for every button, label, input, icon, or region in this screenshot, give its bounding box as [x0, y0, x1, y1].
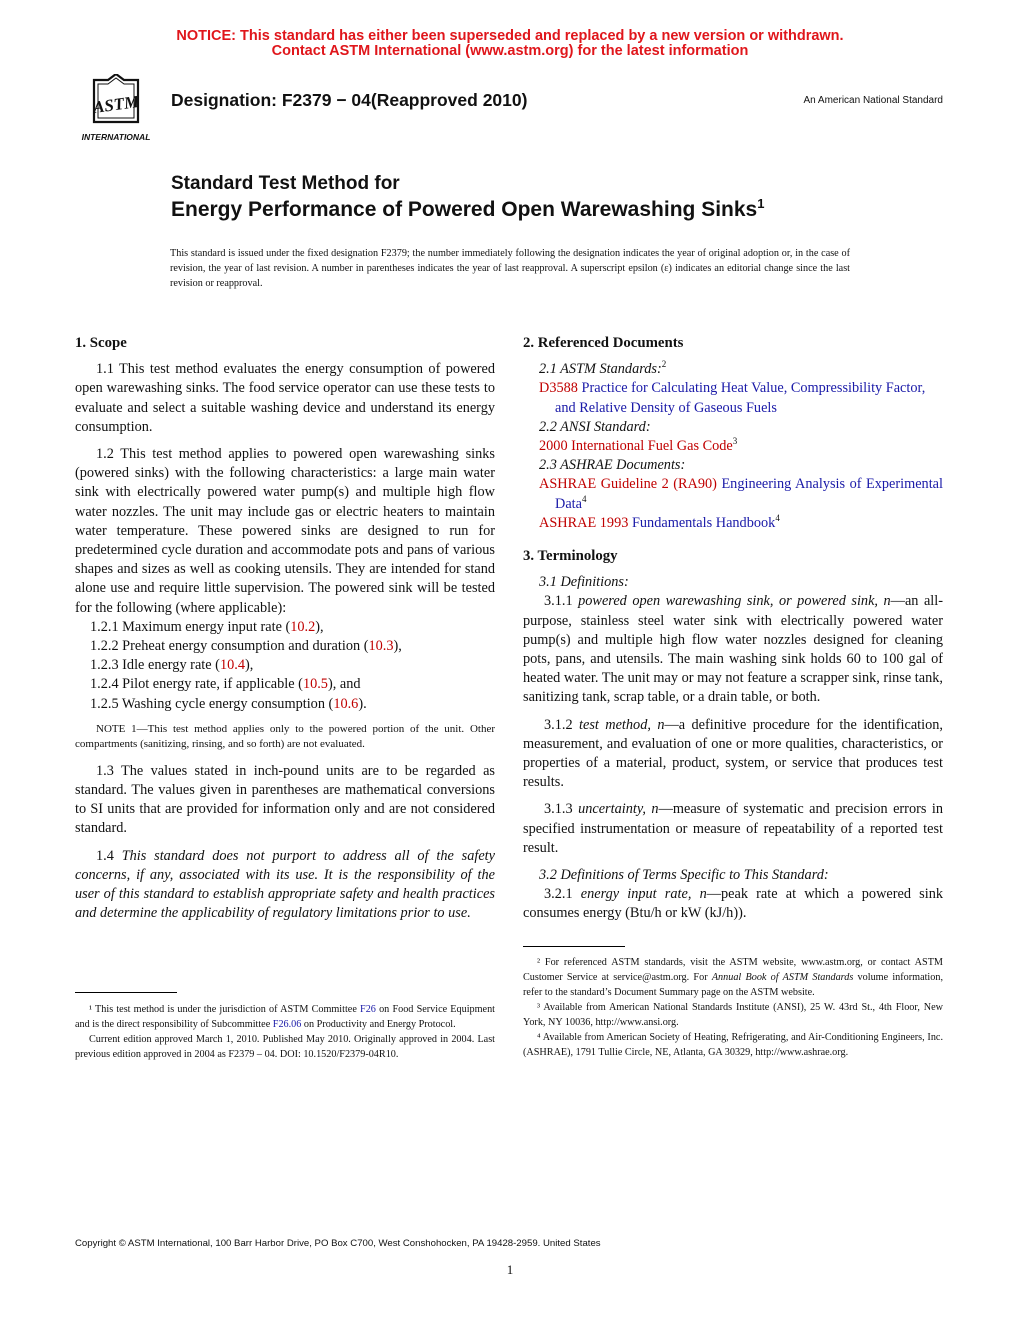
scope-item: 1.2.4 Pilot energy rate, if applicable (10.5), and — [90, 676, 361, 693]
definition-3-1-2: 3.1.2 test method, n—a definitive procedure for the identification, measurement, and evaluation of one or more qualities, characteristics, or properties of a material, product, system, or service that produces test results. — [523, 716, 943, 791]
footnote-1: ¹ This test method is under the jurisdiction of ASTM Committee F26 on Food Service Equipment and is the direct responsibility of Subcommittee F26.06 on Productivity and Energy Protocol. — [75, 1004, 496, 1030]
referenced-heading: 2. Referenced Documents — [523, 335, 684, 351]
scope-item: 1.2.2 Preheat energy consumption and duration (10.3), — [90, 638, 402, 655]
definition-3-2-1: 3.2.1 energy input rate, n—peak rate at which a powered sink consumes energy (Btu/h or kW (kJ/h)). — [523, 886, 943, 922]
footnotes-left — [75, 1002, 495, 1062]
definitions-label: 3.1 Definitions: — [539, 574, 629, 591]
ref-ansi: 2000 International Fuel Gas Code$^3$ — [539, 436, 738, 455]
section-link[interactable]: 10.5 — [302, 676, 328, 693]
designation: Designation: F2379 − 04(Reapproved 2010) — [171, 90, 528, 110]
scope-item: 1.2.3 Idle energy rate (10.4), — [90, 657, 254, 674]
ref-ashrae-handbook: ASHRAE 1993 Fundamentals Handbook$^4$ — [539, 513, 780, 531]
definition-3-1-3: 3.1.3 uncertainty, n—measure of systematic and precision errors in specified instrumentation or measure of repeatability of a reported test result. — [523, 801, 943, 856]
specific-definitions-label: 3.2 Definitions of Terms Specific to This Standard: — [539, 867, 829, 884]
section-link[interactable]: 10.2 — [290, 618, 316, 635]
title-text: Energy Performance of Powered Open Warewashing Sinks — [171, 198, 758, 221]
terminology-heading: 3. Terminology — [523, 548, 618, 565]
astm-logo-icon — [68, 74, 164, 146]
copyright: Copyright © ASTM International, 100 Barr Harbor Drive, PO Box C700, West Conshohocken, PA 19428-2959. United States — [75, 1238, 601, 1249]
astm-logo — [68, 74, 164, 146]
scope-item: 1.2.1 Maximum energy input rate (10.2), — [90, 618, 324, 635]
ashrae-guideline-title-link[interactable]: Engineering Analysis of Experimental Data — [555, 476, 943, 512]
logo-text: ASTM — [91, 91, 141, 118]
d3588-link[interactable]: D3588 — [539, 380, 578, 397]
ansi-link[interactable]: 2000 International Fuel Gas Code — [539, 438, 733, 455]
scope-heading: 1. Scope — [75, 335, 127, 351]
notice-line-1: NOTICE: This standard has either been superseded and replaced by a new version or withdrawn. — [176, 28, 844, 44]
scope-item: 1.2.5 Washing cycle energy consumption (10.6). — [90, 695, 367, 712]
section-link[interactable]: 10.4 — [219, 657, 245, 674]
section-link[interactable]: 10.6 — [333, 695, 359, 712]
right-column — [523, 334, 943, 932]
left-column — [75, 334, 495, 931]
footnote-2: ² For referenced ASTM standards, visit the ASTM website, www.astm.org, or contact ASTM Customer Service at service@astm.org. For Annual Book of ASTM Standards volume information, refer to the standard’s Document Summary page on the ASTM website. — [523, 957, 943, 998]
footnotes-right — [523, 955, 943, 1060]
scope-1-4: 1.4 This standard does not purport to address all of the safety concerns, if any, associated with its use. It is the responsibility of the user of this standard to establish appropriate safety and health practices and determine the applicability of regulatory limitations prior to use. — [75, 847, 495, 922]
footnote-divider-left — [75, 992, 177, 993]
ashrae-handbook-link[interactable]: ASHRAE 1993 — [539, 514, 629, 531]
scope-1-3: 1.3 The values stated in inch-pound units are to be regarded as standard. The values given in parentheses are mathematical conversions to SI units that are provided for information only and are not considered standard. — [75, 762, 495, 837]
ansi-standard-label: 2.2 ANSI Standard: — [539, 418, 651, 435]
section-link[interactable]: 10.3 — [368, 638, 394, 655]
title-footnote-mark: 1 — [757, 196, 765, 211]
definition-3-1-1: 3.1.1 powered open warewashing sink, or powered sink, n—an all-purpose, stainless steel water sink with electrically powered water pump(s) and multiple high flow water nozzles designed for cleaning pots, pans, and utensils. The main washing sink holds 60 to 100 gal of heated water. The unit may or may not feature a scrapper sink, rinse tank, sanitizing tank, scrap table, or a drain table, or both. — [523, 593, 944, 706]
subcommittee-link[interactable]: F26.06 — [272, 1019, 302, 1030]
ashrae-guideline-link[interactable]: ASHRAE Guideline 2 (RA90) — [539, 476, 717, 493]
ashrae-documents-label: 2.3 ASHRAE Documents: — [539, 457, 686, 474]
footnote-1-edition: Current edition approved March 1, 2010. Published May 2010. Originally approved in 2004. Last previous edition approved in 2004 as F2379 – 04. DOI: 10.1520/F2379-04R10. — [75, 1034, 495, 1060]
footnote-divider-right — [523, 946, 625, 947]
intro-paragraph: This standard is issued under the fixed designation F2379; the number immediately following the designation indicates the year of original adoption or, in the case of revision, the year of last revision. A number in parentheses indicates the year of last reapproval. A superscript epsilon (ε) indicates an editorial change since the last revision or reapproval. — [170, 248, 850, 289]
title-line-1: Standard Test Method for — [171, 173, 400, 194]
scope-1-2: 1.2 This test method applies to powered open warewashing sinks (powered sinks) with the following characteristics: a large main water sink with electrically powered water pump(s) and multiple high flow water nozzles. The unit may include gas or electric heaters to maintain water temperature. These powered sinks are designed to run for predetermined cycle duration and accommodate pots and pans of various shapes and sizes as well as cooking utensils. They are intended for stand alone use and require little supervision. The powered sink will be tested for the following (where applicable): — [75, 446, 495, 616]
committee-link[interactable]: F26 — [360, 1004, 376, 1015]
title-line-2 — [171, 198, 764, 222]
notice-line-2: Contact ASTM International (www.astm.org) for the latest information — [271, 43, 749, 59]
note-1: NOTE 1—This test method applies only to the powered portion of the unit. Other compartments (sanitizing, rinsing, and so forth) are not evaluated. — [75, 722, 495, 750]
d3588-title-link[interactable]: Practice for Calculating Heat Value, Compressibility Factor, and Relative Density of Gaseous Fuels — [555, 380, 926, 416]
logo-subtext: INTERNATIONAL — [81, 132, 151, 142]
american-national-standard: An American National Standard — [803, 95, 943, 106]
footnote-4: ⁴ Available from American Society of Heating, Refrigerating, and Air-Conditioning Engineers, Inc. (ASHRAE), 1791 Tullie Circle, NE, Atlanta, GA 30329, http://www.ashrae.org. — [523, 1032, 943, 1058]
ref-d3588 — [523, 379, 943, 417]
ref-ashrae-guideline: ASHRAE Guideline 2 (RA90) Engineering Analysis of Experimental Data$^4$ — [539, 476, 943, 512]
astm-standards-label: 2.1 ASTM Standards:$^2$ — [539, 359, 667, 378]
footnote-3: ³ Available from American National Standards Institute (ANSI), 25 W. 43rd St., 4th Floor, New York, NY 10036, http://www.ansi.org. — [523, 1002, 943, 1028]
page-number: 1 — [506, 1262, 514, 1277]
ashrae-handbook-title-link[interactable]: Fundamentals Handbook — [631, 514, 776, 531]
scope-1-1: 1.1 This test method evaluates the energy consumption of powered open warewashing sinks. The food service operator can use these tests to evaluate and select a suitable washing device and understand its energy consumption. — [75, 361, 495, 435]
